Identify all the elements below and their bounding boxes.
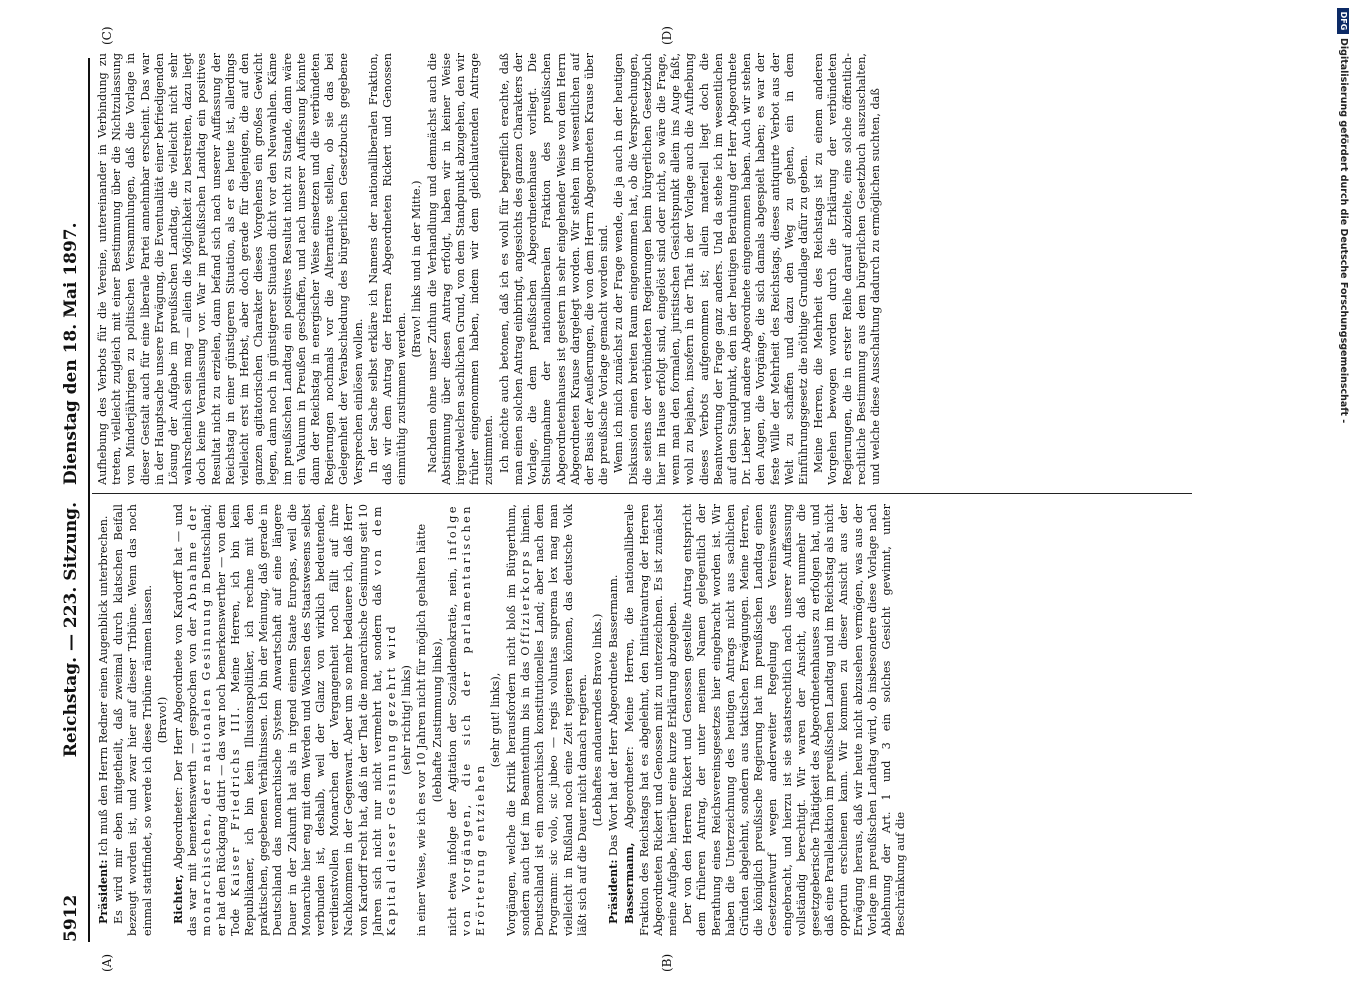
paragraph-text: Vorgängen, welche die Kritik herausfordern nicht bloß im Bürgerthum, sondern auch tief im Beamtenthum bis in das [504,504,532,936]
margin-marker-b: (B) [660,953,674,972]
paragraph [606,504,621,936]
interjection: (sehr gut! links), [489,672,503,768]
interjection: (Bravo! links und in der Mitte.) [410,180,424,358]
left-column [96,504,1316,936]
paragraph-text: nicht etwa infolge der Agitation der Sozialdemokratie, nein, [445,560,459,936]
paragraph: Der von den Herren Rickert und Genossen gestellte Antrag entspricht dem früheren Antrag, der unter meinem Namen gelegentlich der Berathung eines Reichsvereinsgesetzes hier eingebracht worden ist. Wir haben die Unterzeichnung des heutigen Antrags nicht aus sachlichen Gründen abgelehnt, sondern aus taktischen Erwägungen. Meine Herren, die königlich preußische Regierung hat im preußischen Landtag einen Gesetzentwurf wegen anderweiter Regelung des Vereinswesens eingebracht, und hierzu ist sie staatsrechtlich nach unserer Auffassung vollständig berechtigt. Wir waren der Ansicht, daß nunmehr die gesetzgeberische Thätigkeit des Abgeordnetenhauses zu erfolgen hat, und daß eine Parallelaktion im preußischen Landtag und im Reichstag als nicht opportun erschienen kann. Wir kommen zu dieser Ansicht aus der Erwägung heraus, daß wir heute nicht abzusehen vermögen, was aus der Vorlage im preußischen Landtag wird, ob insbesondere diese Vorlage nach Ablehnung der Art. 1 und 3 ein solches Gesicht gewinnt, unter Beschränkung auf die [681,504,908,936]
paragraph-text: in Deutschland; er hat den Rückgang datirt — das war noch bemerkenswerther — von dem Tode [200,504,242,936]
paragraph [622,504,680,936]
paragraph [446,504,489,936]
emphasis-text: Kaiser Friedrichs III. [228,705,242,897]
paragraph: Aufhebung des Verbots für die Vereine, untereinander in Verbindung zu treten, vielleicht zugleich mit einer Bestimmung über die Nichtzulassung von Minderjährigen zu politischen Versammlungen, daß die Vorlage in dieser Gestalt auch für eine liberale Partei annehmbar erscheint. Das war in der Hauptsache unsere Erwägung, die Eventualität einer befriedigenden Lösung der Aufgabe im preußischen Landtag, die vielleicht nicht sehr wahrscheinlich sein mag — allein die Möglichkeit zu bestreiten, dazu liegt doch keine Veranlassung vor. War im preußischen Landtag ein positives Resultat nicht zu erzielen, dann befand sich nach unserer Auffassung der Reichstag in einer günstigeren Situation, als er es heute ist, allerdings vielleicht erst im Herbst, aber doch gerade für diejenigen, die auf den ganzen agitatorischen Charakter dieses Vorgehens ein großes Gewicht legen, dann noch in günstigerer Situation dicht vor den Neuwahlen. Käme im preußischen Landtag ein positives Resultat nicht zu Stande, dann wäre ein Vakuum in Preußen geschaffen, und nach unserer Auffassung könnte dann der Reichstag in energischer Weise einsetzen und die verbündeten Regierungen nochmals vor die Alternative stellen, ob sie das bei Gelegenheit der Verabschiedung des bürgerlichen Gesetzbuchs gegebene Versprechen einlösen wollen. [96,53,365,485]
dfg-logo-text: DFG [1339,11,1348,31]
interjection: (Lebhaftes andauerndes Bravo links.) [590,613,604,827]
paragraph-text: Das Wort hat der Herr Abgeordnete Bassermann. [607,574,621,860]
credit-text-wrap [1337,38,1349,658]
paragraph: Es wird mir eben mitgetheilt, daß zweimal durch klatschen Beifall bezeugt worden ist, und zwar hier auf dieser Tribüne. Wenn das noch einmal stattfindet, so werde ich diese Tribüne räumen lassen. [112,504,154,936]
paragraph-text: Meine Herren, ich bin kein Republikaner, ich bin kein Illusionspolitiker, ich rechne mit den praktischen, gegebenen Verhältnissen. Ich bin der Meinung, daß gerade in Deutschland das monarchische System Anwartschaft auf eine längere Dauer in der Zukunft hat als in irgend einem Staate Europas, weil die Monarchie hier eng mit dem Werden und Wachsen des Staatswesens selbst verbunden ist, deshalb, weil der Glanz von wirklich bedeutenden, verdienstvollen Monarchen der Vergangenheit noch fällt auf ihre Nachkommen in der Gegenwart. Aber um so mehr bedauere ich, daß Herr von Kardorff recht hat, daß in der That die monarchische Gesinnung seit 10 Jahren sich nicht nur nicht vermehrt hat, sondern daß [228,504,384,936]
session-title: Reichstag. — 223. Sitzung. [61,502,81,758]
header-left [56,502,86,942]
speaker-name: Präsident: [606,859,621,924]
speaker-name: Richter, [171,874,186,924]
paragraph-text: Ich muß den Herrn Redner einen Augenblick unterbrechen. [97,515,110,860]
paragraph: Wenn ich mich zunächst zu der Frage wende, die ja auch in der heutigen Diskussion einen breiten Raum eingenommen hat, ob die Versprechungen, die seitens der verbündeten Regierungen beim bürgerlichen Gesetzbuch hier im Hause erfolgt sind, eingelöst sind oder nicht, so wäre die Frage, wenn man den formalen, juristischen Gesichtspunkt allein ins Auge faßt, wohl zu bejahen, insofern in der That in der Vorlage auch die Aufhebung dieses Verbots aufgenommen ist; allein materiell liegt doch die Beantwortung der Frage ganz anders. Und da stehe ich im wesentlichen auf dem Standpunkt, den in der heutigen Berathung der Herr Abgeordnete Dr. Lieber und andere Abgeordnete eingenommen haben. Auch wir stehen den Augen, die Vorgänge, die sich damals abgespielt haben; es war der feste Wille der Mehrheit des Reichstags, dieses antiquirte Verbot aus der Welt zu schaffen und dazu den Weg zu gehen, ein in dem Einführungsgesetz die nöthige Grundlage dafür zu geben. [612,53,810,485]
dfg-logo [1337,8,1349,34]
emphasis-text: infolge von Vorgängen, die sich der parlamentarischen Erörterung entziehen [445,504,488,936]
paragraph [171,504,399,936]
paragraph-text: Abgeordneter: Der Herr Abgeordnete von Kardorff hat — und das war mit bemerkenswerth — gesprochen von der [172,504,200,936]
column-divider [92,493,1192,494]
interjection: (Bravo!) [155,696,169,744]
margin-marker-c: (C) [100,26,114,45]
paragraph: In der Sache selbst erkläre ich Namens der nationalliberalen Fraktion, daß wir dem Antrag der Herren Abgeordneten Rickert und Genossen einmüthig zustimmen werden. [366,53,409,485]
right-column [96,53,1316,485]
emphasis-text: von dem Kapital dieser Gesinnung gezehrt wird [370,504,399,936]
paragraph [505,504,590,936]
speaker-name: Präsident: [96,859,110,924]
page-number: 5912 [61,894,81,942]
digitization-credit [1337,8,1349,658]
margin-marker-d: (D) [660,26,674,45]
paragraph: Meine Herren, die Mehrheit des Reichstags ist zu einem anderen Vorgehen bewogen worden durch die Erklärung der verbündeten Regierungen, die in erster Reihe darauf abzielte, eine solche öffentlich-rechtliche Bestimmung aus dem bürgerlichen Gesetzbuch auszuschalten, und welche diese Ausschaltung dadurch zu ermöglichen suchten, daß [812,53,882,485]
paragraph: in einer Weise, wie ich es vor 10 Jahren nicht für möglich gehalten hätte [415,523,429,936]
paragraph: Ich möchte auch betonen, daß ich es wohl für begreiflich erachte, daß man einen solchen Antrag einbringt, angesichts des ganzen Charakters der Vorlage, die dem preußischen Abgeordnetenhause vorliegt. Die Stellungnahme der nationalliberalen Fraktion des preußischen Abgeordnetenhauses ist gestern in sehr eingehender Weise von dem Herrn Abgeordneten Krause dargelegt worden. Wir stehen im wesentlichen auf der Basis der Aeußerungen, die von dem Herrn Abgeordneten Krause über die preußische Vorlage gemacht worden sind. [497,53,611,485]
interjection: (sehr richtig! links) [400,665,414,775]
credit-text: Digitalisierung gefördert durch die Deutsche Forschungsgemeinschaft - [1338,38,1349,424]
emphasis-text: Abnahme der monarchischen, der nationalen Gesinnung [186,504,214,936]
interjection: (lebhafte Zustimmung links), [430,637,444,803]
header-rule [88,58,90,942]
header-date: Dienstag den 18. Mai 1897. [61,222,81,485]
paragraph-text: Abgeordneter: Meine Herren, die nationalliberale Fraktion des Reichstags hat es abgelehnt, den Initiativantrag der Herren Abgeordneten Rickert und Genossen mit zu unterzeichnen. Es ist zunächst meine Aufgabe, hierüber eine kurze Erklärung abzugeben. [623,504,679,936]
paragraph: Nachdem ohne unser Zuthun die Verhandlung und demnächst auch die Abstimmung über diesen Antrag erfolgt, haben wir in keiner Weise irgendwelchen sachlichen Grund, von dem Standpunkt abzugehen, den wir früher eingenommen haben, indem wir dem gleichlautenden Antrage zustimmten. [425,53,496,485]
paragraph [96,504,111,936]
emphasis-text: Offizierkorps [518,548,532,656]
speaker-name: Bassermann, [622,842,637,924]
margin-marker-a: (A) [100,953,114,972]
paragraph-text: hinein. Deutschland ist ein monarchisch konstitutionelles Land; aber nach dem Programm: sic volo, sic jubeo — regis voluntas suprema lex mag man vielleicht in Rußland noch eine Zeit regieren können, das deutsche Volk läßt sich auf die Dauer nicht danach regieren. [518,504,589,936]
